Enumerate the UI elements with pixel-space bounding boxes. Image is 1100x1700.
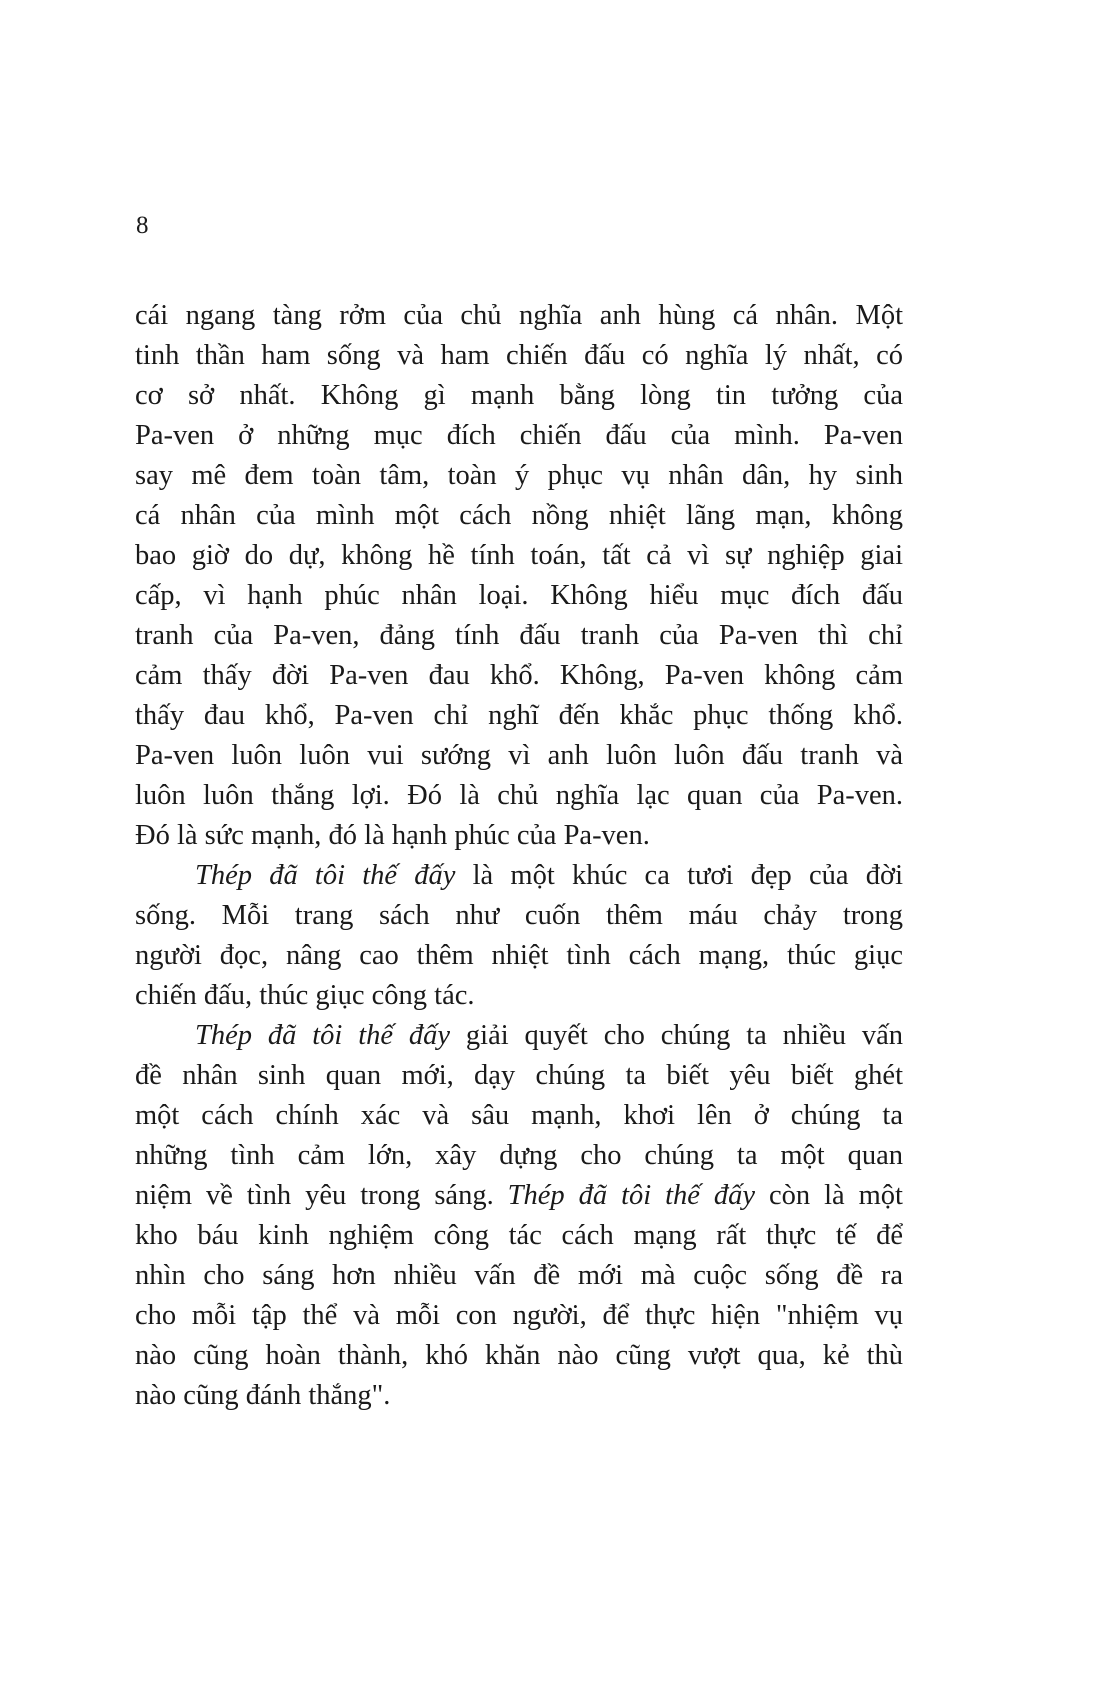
text-segment: cơ sở nhất. Không gì mạnh bằng lòng tin tưởng của — [135, 380, 903, 411]
text-segment: tinh thần ham sống và ham chiến đấu có nghĩa lý nhất, có — [135, 340, 903, 371]
book-title-italic: Thép đã tôi thế đấy — [195, 1020, 451, 1051]
text-line — [135, 1296, 903, 1336]
text-line — [135, 576, 903, 616]
text-line — [135, 336, 903, 376]
text-segment: một cách chính xác và sâu mạnh, khơi lên ở chúng ta — [135, 1100, 903, 1131]
book-title-italic: Thép đã tôi thế đấy — [507, 1180, 756, 1211]
text-line — [135, 1376, 903, 1416]
book-title-italic: Thép đã tôi thế đấy — [195, 860, 456, 891]
page-number: 8 — [136, 212, 149, 239]
text-line — [135, 856, 903, 896]
text-line — [135, 776, 903, 816]
text-line — [135, 1336, 903, 1376]
text-line — [135, 296, 903, 336]
text-line — [135, 376, 903, 416]
text-line — [135, 1256, 903, 1296]
text-line — [135, 496, 903, 536]
text-segment: cảm thấy đời Pa-ven đau khổ. Không, Pa-ven không cảm — [135, 660, 903, 691]
text-line — [135, 696, 903, 736]
text-segment: say mê đem toàn tâm, toàn ý phục vụ nhân dân, hy sinh — [135, 460, 903, 491]
text-segment: đề nhân sinh quan mới, dạy chúng ta biết yêu biết ghét — [135, 1060, 903, 1091]
text-line — [135, 416, 903, 456]
text-line — [135, 736, 903, 776]
text-segment: tranh của Pa-ven, đảng tính đấu tranh của Pa-ven thì chỉ — [135, 620, 903, 651]
text-line — [135, 1056, 903, 1096]
text-line — [135, 816, 903, 856]
text-line — [135, 896, 903, 936]
text-segment: giải quyết cho chúng ta nhiều vấn — [450, 1020, 903, 1051]
text-segment: Pa-ven ở những mục đích chiến đấu của mình. Pa-ven — [135, 420, 903, 451]
text-line — [135, 1136, 903, 1176]
text-segment: chiến đấu, thúc giục công tác. — [135, 980, 475, 1011]
text-segment: người đọc, nâng cao thêm nhiệt tình cách mạng, thúc giục — [135, 940, 903, 971]
text-line — [135, 1096, 903, 1136]
text-line — [135, 976, 903, 1016]
text-segment: cấp, vì hạnh phúc nhân loại. Không hiểu mục đích đấu — [135, 580, 903, 611]
text-line — [135, 1216, 903, 1256]
text-line — [135, 1016, 903, 1056]
text-segment: nào cũng hoàn thành, khó khăn nào cũng vượt qua, kẻ thù — [135, 1340, 903, 1371]
text-segment: thấy đau khổ, Pa-ven chỉ nghĩ đến khắc phục thống khổ. — [135, 700, 903, 731]
text-segment: nào cũng đánh thắng". — [135, 1380, 391, 1411]
text-segment: những tình cảm lớn, xây dựng cho chúng ta một quan — [135, 1140, 903, 1171]
text-segment: cho mỗi tập thể và mỗi con người, để thực hiện "nhiệm vụ — [135, 1300, 903, 1331]
text-segment: còn là một — [755, 1180, 903, 1211]
text-line — [135, 936, 903, 976]
text-segment: luôn luôn thắng lợi. Đó là chủ nghĩa lạc quan của Pa-ven. — [135, 780, 903, 811]
text-line — [135, 616, 903, 656]
text-segment: kho báu kinh nghiệm công tác cách mạng rất thực tế để — [135, 1220, 903, 1251]
text-segment: cái ngang tàng rởm của chủ nghĩa anh hùng cá nhân. Một — [135, 300, 903, 331]
body-text — [135, 296, 903, 1416]
text-line — [135, 1176, 903, 1216]
text-line — [135, 656, 903, 696]
text-line — [135, 536, 903, 576]
text-segment: Đó là sức mạnh, đó là hạnh phúc của Pa-ven. — [135, 820, 650, 851]
text-segment: Pa-ven luôn luôn vui sướng vì anh luôn luôn đấu tranh và — [135, 740, 903, 771]
text-segment: sống. Mỗi trang sách như cuốn thêm máu chảy trong — [135, 900, 903, 931]
text-line — [135, 456, 903, 496]
text-segment: niệm về tình yêu trong sáng. — [135, 1180, 508, 1211]
text-segment: là một khúc ca tươi đẹp của đời — [455, 860, 903, 891]
text-segment: cá nhân của mình một cách nồng nhiệt lãng mạn, không — [135, 500, 903, 531]
text-segment: nhìn cho sáng hơn nhiều vấn đề mới mà cuộc sống đề ra — [135, 1260, 903, 1291]
text-segment: bao giờ do dự, không hề tính toán, tất cả vì sự nghiệp giai — [135, 540, 903, 571]
